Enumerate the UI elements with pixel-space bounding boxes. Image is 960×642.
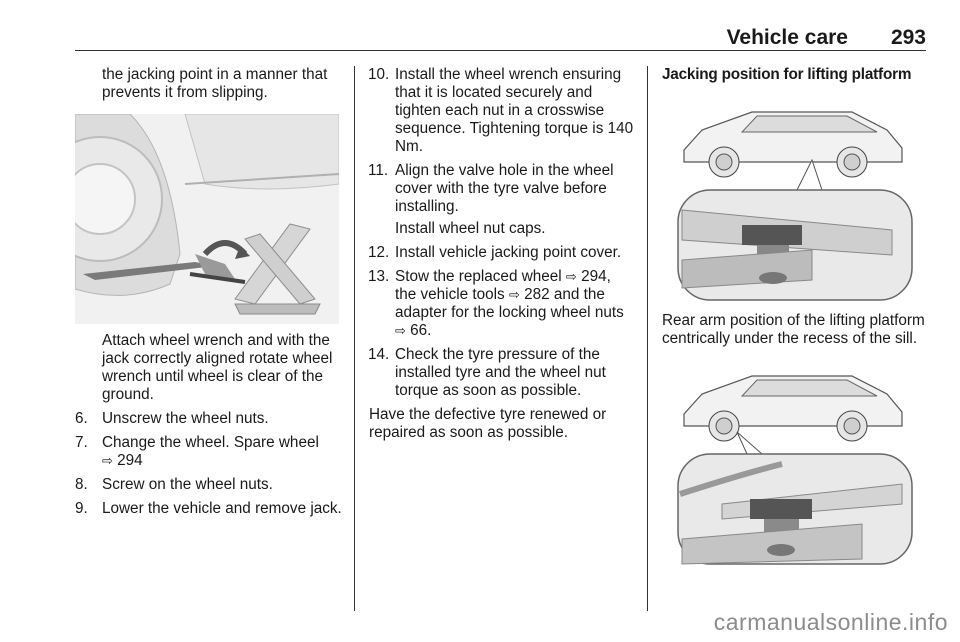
page-reference[interactable]: 66. [410,322,432,339]
lifting-platform-illustration-front [662,90,924,302]
watermark: carmanualsonline.info [713,609,948,635]
arrow-reference-icon: ⇨ [565,269,577,284]
header-rule [75,50,926,51]
step-11-note: Install wheel nut caps. [395,220,546,237]
column-left [75,66,345,524]
section-title: Vehicle care [726,26,848,49]
step-7: 7. Change the wheel. Spare wheel ⇨ 294 [75,434,319,469]
page-number: 293 [890,26,926,49]
arrow-reference-icon: ⇨ [395,323,406,338]
column-divider [647,66,648,611]
section-heading: Jacking position for lifting platform [662,66,912,83]
jack-wrench-illustration [75,114,339,324]
step-8: 8. Screw on the wheel nuts. [75,476,273,493]
step-9: 9. Lower the vehicle and remove jack. [75,500,342,517]
intro-text: the jacking point in a manner that prevents it from slipping. [102,66,328,101]
step-6: 6. Unscrew the wheel nuts. [75,410,269,427]
column-right [662,66,926,566]
page-reference[interactable]: 294 [117,452,143,469]
figure-caption: Rear arm position of the lifting platform centrically under the recess of the sill. [662,312,925,347]
page-header [75,26,926,52]
step-12: 12. Install vehicle jacking point cover. [368,244,622,261]
step-11: 11. Align the valve hole in the wheel cover with the tyre valve before installing. [368,162,614,215]
page-reference[interactable]: 282 and the adapter for the locking wheel nuts [395,286,624,321]
closing-text: Have the defective tyre renewed or repaired as soon as possible. [369,406,607,441]
column-middle [368,66,634,442]
figure-caption: Attach wheel wrench and with the jack correctly aligned rotate wheel wrench until wheel is clear of the ground. [102,332,333,403]
lifting-platform-illustration-rear [662,354,924,566]
step-13: 13. Stow the replaced wheel ⇨ 294, the vehicle tools ⇨ 282 and the adapter for the locking wheel nuts ⇨ 66. [368,268,624,339]
arrow-reference-icon: ⇨ [508,287,520,302]
step-14: 14. Check the tyre pressure of the installed tyre and the wheel nut torque as soon as possible. [368,346,606,399]
step-10: 10. Install the wheel wrench ensuring that it is located securely and tighten each nut in a crosswise sequence. Tightening torque is 140 Nm. [368,66,634,155]
page-reference[interactable]: 294, [581,268,611,285]
column-divider [354,66,355,611]
arrow-reference-icon: ⇨ [102,453,113,468]
